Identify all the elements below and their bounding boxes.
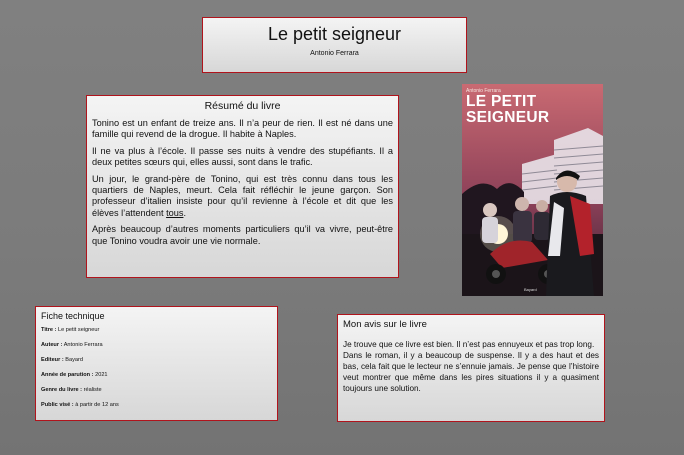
- sheet-value-author: Antonio Ferrara: [63, 342, 103, 348]
- summary-paragraph-3: [92, 174, 393, 220]
- summary-paragraph-1: Tonino est un enfant de treize ans. Il n’a peur de rien. Il est né dans une famille qui revend de la drogue. Il habite à Naples.: [92, 118, 393, 140]
- sheet-label-publisher: Editeur :: [41, 357, 64, 363]
- cover-publisher: Bayard: [524, 287, 537, 292]
- sheet-row-publisher: [41, 357, 272, 363]
- summary-underlined-word: tous: [166, 207, 184, 218]
- sheet-row-audience: [41, 402, 272, 408]
- sheet-row-author: [41, 342, 272, 348]
- sheet-value-audience: à partir de 12 ans: [75, 402, 119, 408]
- summary-card: [86, 95, 399, 278]
- page-title: Le petit seigneur: [267, 24, 402, 44]
- summary-heading: Résumé du livre: [204, 100, 281, 112]
- sheet-row-title: [41, 327, 272, 333]
- title-card: [202, 17, 467, 73]
- sheet-value-year: 2021: [95, 372, 108, 378]
- sheet-label-audience: Public visé :: [41, 402, 74, 408]
- opinion-paragraph-1: Je trouve que ce livre est bien. Il n’est pas ennuyeux et pas trop long.: [343, 340, 595, 349]
- sheet-value-genre: réaliste: [83, 387, 102, 393]
- cover-author: Antonio Ferrara: [466, 88, 501, 94]
- sheet-label-title: Titre :: [41, 327, 57, 333]
- summary-paragraph-3-text: Un jour, le grand-père de Tonino, qui est très connu dans tous les quartiers de Naples, meurt. Cela fait réfléchir le jeune garçon. Son professeur d’italien insiste pour qu’il revienne à l’école et dit que les élèves l’attendent: [92, 173, 393, 218]
- sheet-label-author: Auteur :: [41, 342, 63, 348]
- technical-sheet-heading: Fiche technique: [41, 311, 105, 321]
- book-cover-image: [462, 84, 603, 296]
- summary-paragraph-2: Il ne va plus à l’école. Il passe ses nuits à vendre des stupéfiants. Il a deux petites sœurs qui, elles aussi, sont dans le trafic.: [92, 145, 393, 168]
- sheet-label-year: Année de parution :: [41, 372, 94, 378]
- sheet-row-year: [41, 372, 272, 378]
- page-author: Antonio Ferrara: [310, 50, 359, 57]
- technical-sheet-card: [35, 306, 278, 421]
- sheet-row-genre: [41, 387, 272, 393]
- cover-title-line-2: SEIGNEUR: [466, 109, 550, 126]
- sheet-value-title: Le petit seigneur: [58, 327, 100, 333]
- sheet-label-genre: Genre du livre :: [41, 387, 83, 393]
- opinion-paragraph-2: Dans le roman, il y a beaucoup de suspense. Il y a des haut et des bas, cela fait que le lecteur ne s’ennuie jamais. Je pense que l’histoire veut montrer que même dans les pires situations il y a quasiment toujours une solution.: [343, 351, 599, 393]
- sheet-value-publisher: Bayard: [65, 357, 83, 363]
- cover-title-line-1: LE PETIT: [466, 93, 537, 110]
- summary-paragraph-3-end: .: [183, 207, 186, 218]
- opinion-card: [337, 314, 605, 422]
- summary-paragraph-4: Après beaucoup d’autres moments particuliers qu’il va vivre, peut-être que Tonino voudra avoir une vie normale.: [92, 224, 393, 246]
- opinion-heading: Mon avis sur le livre: [343, 319, 427, 330]
